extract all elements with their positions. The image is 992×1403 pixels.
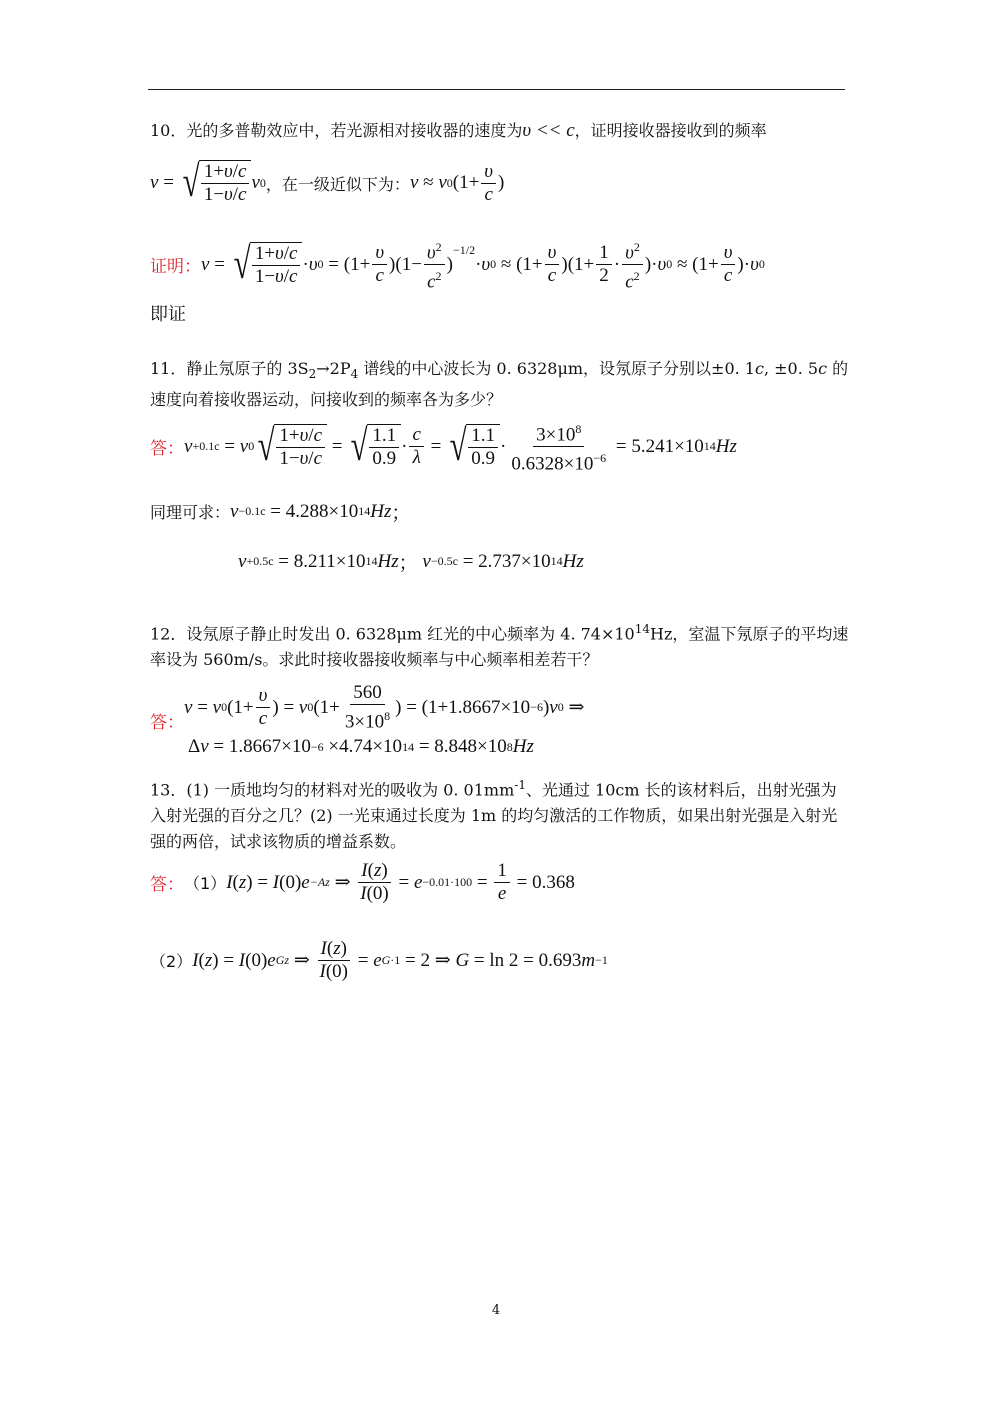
q12-statement: 12．设氖原子静止时发出 0. 6328μm 红光的中心频率为 4. $74\times 10^{14}Hz$，室温下氖原子的平均速率设为 560m/s。求此时接收器接收频率与中心频率相差若干？ bbox=[150, 622, 849, 670]
q11-similar: 同理可求： ν −0.1c = 4.288×10 14 Hz ； bbox=[150, 500, 411, 524]
q11-answer: 答： ν +0.1c = ν 0 √ $\frac{1+\upsilon/c}{1-\upsilon/c}$ = √ $\frac{1.1}{0.9}$ · $\frac{c}{\lambda}$ = √ $\frac{1.1}{0.9}$ · $\frac{3\times 10^8}{0.6328\times 10^{-6}}$ = 5.241×10 14 Hz bbox=[150, 418, 737, 476]
q11-answer-label: 答： bbox=[150, 439, 184, 460]
q13-answer-label: 答： bbox=[150, 875, 184, 895]
q13-part2-label: （2） bbox=[150, 952, 193, 971]
q13-statement: 13．(1) 一质地均匀的材料对光的吸收为 0. $01mm^{-1}$、光通过 10cm 长的该材料后，出射光强为入射光强的百分之几？(2) 一光束通过长度为 1m 的均匀激活的工作物质，如果出射光强是入射光强的两倍，试求该物质的增益系数。 bbox=[150, 778, 838, 852]
q10-mid-text: ，在一级近似下为： bbox=[265, 174, 410, 194]
q10-proof-label: 证明： bbox=[150, 257, 201, 278]
q13-answer-part1: 答： （1） I ( z ) = I (0) e −Az ⇒ $\frac{I(z)}{I(0)}$ = e −0.01·100 = $\frac{1}{e}$ = 0.368 bbox=[150, 860, 575, 904]
q11-results: ν +0.5c = 8.211×10 14 Hz ； ν −0.5c = 2.737×10 14 Hz bbox=[238, 550, 584, 574]
q13-part1-label: （1） bbox=[184, 874, 227, 893]
q10-formula: ν = √ $\frac{1+\upsilon/c}{1-\upsilon/c}$ ν 0 ，在一级近似下为： ν ≈ ν 0 (1+ $\frac{\upsilon}{c}$ ) bbox=[150, 157, 505, 206]
q12-answer-line2: Δ ν = 1.8667×10 −6 ×4.74×10 14 = 8.848×10 8 Hz bbox=[188, 736, 534, 757]
q12-answer-line1: 答： ν = ν 0 (1+ $\frac{\upsilon}{c}$ ) = ν 0 (1+ $\frac{560}{3\times 10^8}$ ) = (1+1.8667×10 −6 ) ν 0 ⇒ bbox=[150, 682, 585, 734]
q11-similar-label: 同理可求： bbox=[150, 503, 231, 522]
q10-conclusion: 即证 bbox=[150, 304, 186, 325]
q12-answer-label: 答： bbox=[150, 713, 184, 734]
q11-statement: 11．静止氖原子的 $3S_2\to 2P_4$ 谱线的中心波长为 0. 6328μm，设氖原子分别以±0. 1c, ±0. 5c 的速度向着接收器运动，问接收到的频率各为多少？ bbox=[150, 359, 849, 410]
q13-answer-part2: （2） I ( z ) = I (0) e Gz ⇒ $\frac{I(z)}{I(0)}$ = e G·1 = 2 ⇒ G = ln 2 = 0.693 m −1 bbox=[150, 938, 608, 982]
header-rule bbox=[148, 89, 845, 90]
q10-statement: 10．光的多普勒效应中，若光源相对接收器的速度为υ << c，证明接收器接收到的频率 bbox=[150, 120, 767, 141]
q10-proof: 证明： ν = √ $\frac{1+\upsilon/c}{1-\upsilon/c}$ · υ 0 = (1+ $\frac{\upsilon}{c}$ )(1− $\frac{\upsilon^2}{c^2}$ ) $^{-1/2}$ · υ 0 ≈ (1+ $\frac{\upsilon}{c}$ )(1+ $\frac{1}{2}$ · $\frac{\upsilon^2}{c^2}$ )· υ 0 ≈ (1+ $\frac{\upsilon}{c}$ )· υ 0 bbox=[150, 236, 765, 294]
page-number: 4 bbox=[491, 1303, 501, 1318]
